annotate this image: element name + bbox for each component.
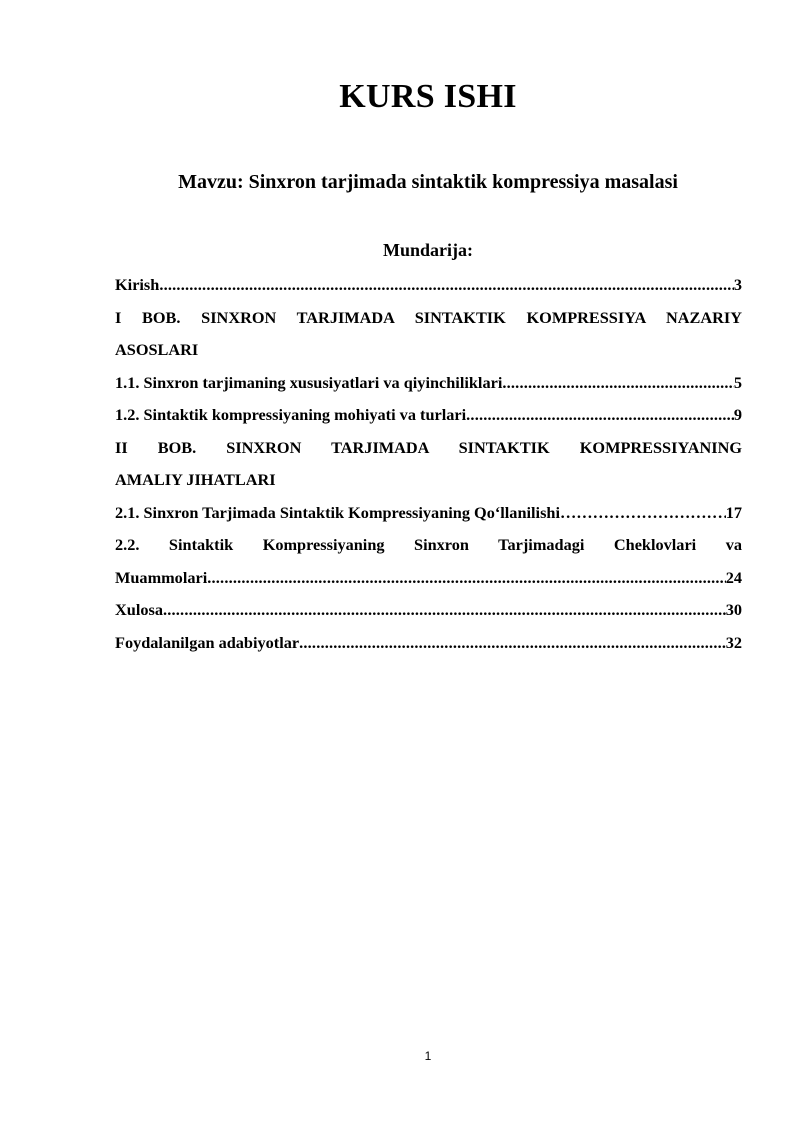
toc-chapter-1-heading: [115, 302, 742, 335]
toc-dot-leader: [299, 627, 726, 660]
toc-entry-2-1: [115, 497, 742, 530]
toc-dot-leader: [207, 562, 725, 595]
toc-entry-xulosa: [115, 594, 742, 627]
toc-page-number: 24: [725, 567, 742, 587]
toc-heading: Mundarija:: [383, 240, 473, 260]
toc-dot-leader: [163, 594, 726, 627]
toc-chapter-1-line-2: ASOSLARI: [115, 340, 199, 359]
toc-chapter-2-heading-continued: [115, 464, 742, 497]
toc-entry-1-1: [115, 367, 742, 400]
toc-chapter-1-heading-continued: [115, 334, 742, 367]
toc-entry-label: 1.2. Sintaktik kompressiyaning mohiyati va turlari: [115, 405, 467, 424]
toc-page-number: 17: [725, 502, 742, 522]
toc-dot-leader: [502, 367, 734, 400]
toc-dot-leader: [159, 269, 734, 302]
toc-page-number: 3: [733, 275, 742, 294]
toc-entry-adabiyotlar: [115, 627, 742, 660]
toc-page-number: 32: [725, 632, 742, 652]
toc-entry-label: Foydalanilgan adabiyotlar: [115, 632, 300, 652]
toc-page-number: 30: [725, 600, 742, 619]
toc-entry-2-2: [115, 562, 742, 595]
toc-chapter-2-line-1: II BOB. SINXRON TARJIMADA SINTAKTIK KOMPRESSIYANING: [115, 437, 742, 457]
toc-entry-label: Xulosa: [115, 600, 163, 619]
toc-entry-label: Kirish: [115, 275, 160, 294]
toc-chapter-2-heading: [115, 432, 742, 465]
toc-entry-2-2-line-1: 2.2. Sintaktik Kompressiyaning Sinxron Tarjimadagi Cheklovlari va: [115, 535, 742, 554]
table-of-contents: [115, 269, 742, 659]
toc-entry-kirish: [115, 269, 742, 302]
toc-entry-label: Muammolari: [115, 567, 208, 587]
toc-ellipsis-leader: [560, 497, 726, 530]
toc-page-number: 9: [733, 405, 742, 424]
document-title: KURS ISHI: [339, 78, 517, 115]
toc-page-number: 5: [733, 372, 742, 392]
toc-chapter-2-line-2: AMALIY JIHATLARI: [115, 470, 276, 489]
toc-entry-2-2-heading: [115, 529, 742, 562]
toc-entry-label: 1.1. Sinxron tarjimaning xususiyatlari va qiyinchiliklari: [115, 372, 503, 392]
page-number: 1: [424, 1049, 432, 1063]
toc-entry-label: 2.1. Sinxron Tarjimada Sintaktik Kompressiyaning Qo‘llanilishi: [115, 502, 560, 522]
toc-dot-leader: [466, 399, 734, 432]
toc-entry-1-2: [115, 399, 742, 432]
document-subtitle: Mavzu: Sinxron tarjimada sintaktik kompressiya masalasi: [178, 171, 678, 193]
toc-chapter-1-line-1: I BOB. SINXRON TARJIMADA SINTAKTIK KOMPRESSIYA NAZARIY: [115, 307, 742, 327]
